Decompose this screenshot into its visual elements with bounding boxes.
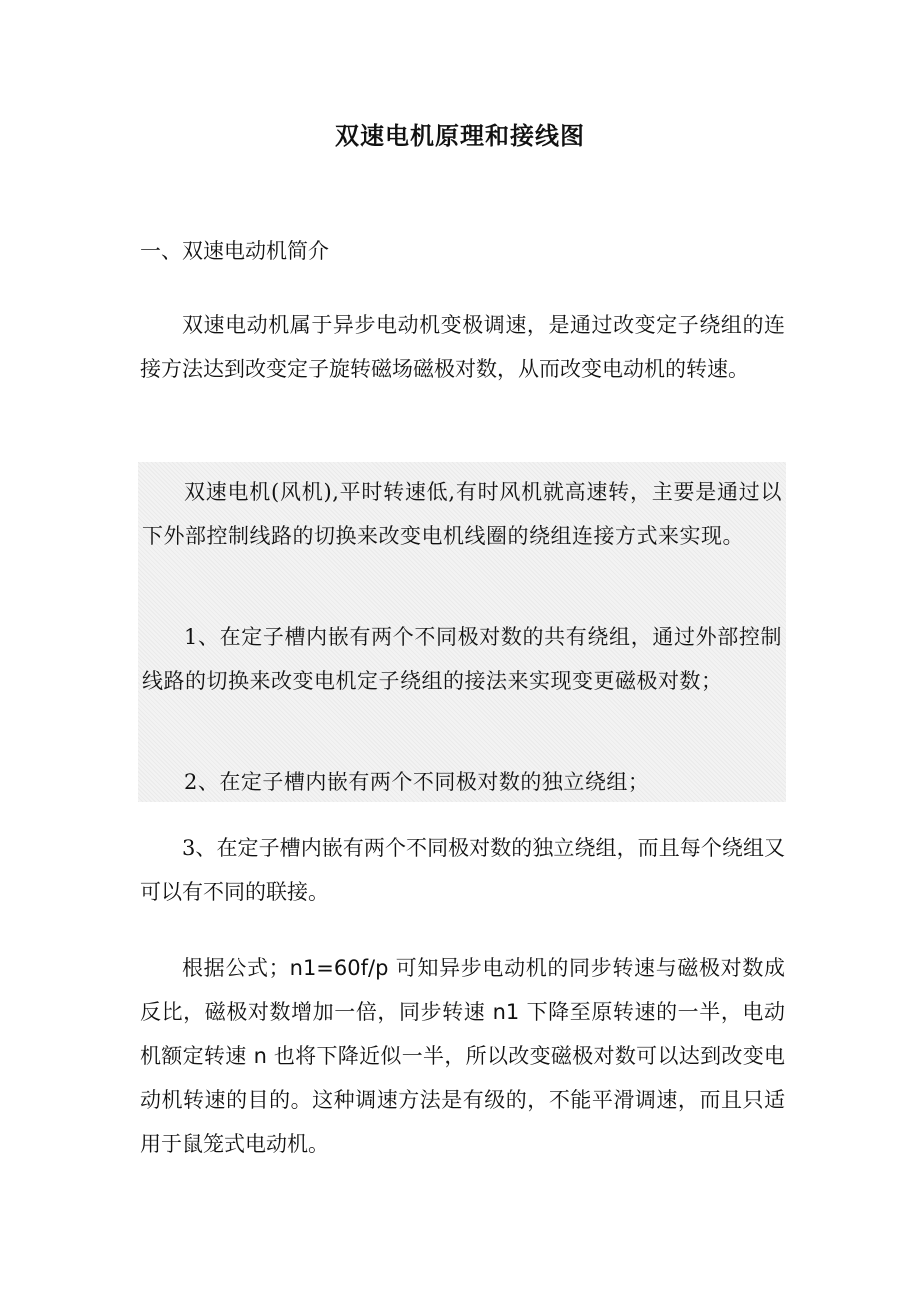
formula-paragraph — [140, 946, 785, 1166]
list-item-1: 1、在定子槽内嵌有两个不同极对数的共有绕组，通过外部控制线路的切换来改变电机定子绕组的接法来实现变更磁极对数； — [142, 625, 782, 693]
list-item-3: 3、在定子槽内嵌有两个不同极对数的独立绕组，而且每个绕组又可以有不同的联接。 — [140, 836, 785, 904]
section-heading: 一、双速电动机简介 — [140, 239, 329, 263]
formula: n1=60f/p — [289, 956, 389, 980]
document-title: 双速电机原理和接线图 — [335, 121, 585, 150]
formula-text-3: 下降至原转速的一半，电动机额定转速 — [140, 1000, 785, 1068]
formula-text-4: 也将下降近似一半，所以改变磁极对数可以达到改变电动机转速的目的。这种调速方法是有级的，不能平滑调速，而且只适用于鼠笼式电动机。 — [140, 1044, 786, 1156]
symbol-n: n — [253, 1044, 267, 1068]
symbol-n1: n1 — [492, 1000, 520, 1024]
shaded-paragraph: 双速电机(风机),平时转速低,有时风机就高速转，主要是通过以下外部控制线路的切换来改变电机线圈的绕组连接方式来实现。 — [142, 480, 782, 548]
formula-text-2: 可知异步电动机的同步转速与磁极对数成反比，磁极对数增加一倍，同步转速 — [140, 956, 785, 1024]
shaded-text-block — [138, 462, 786, 802]
list-item-2: 2、在定子槽内嵌有两个不同极对数的独立绕组； — [184, 770, 650, 794]
formula-text-1: 根据公式； — [182, 956, 290, 980]
intro-paragraph: 双速电动机属于异步电动机变极调速，是通过改变定子绕组的连接方法达到改变定子旋转磁场磁极对数，从而改变电动机的转速。 — [140, 313, 785, 381]
